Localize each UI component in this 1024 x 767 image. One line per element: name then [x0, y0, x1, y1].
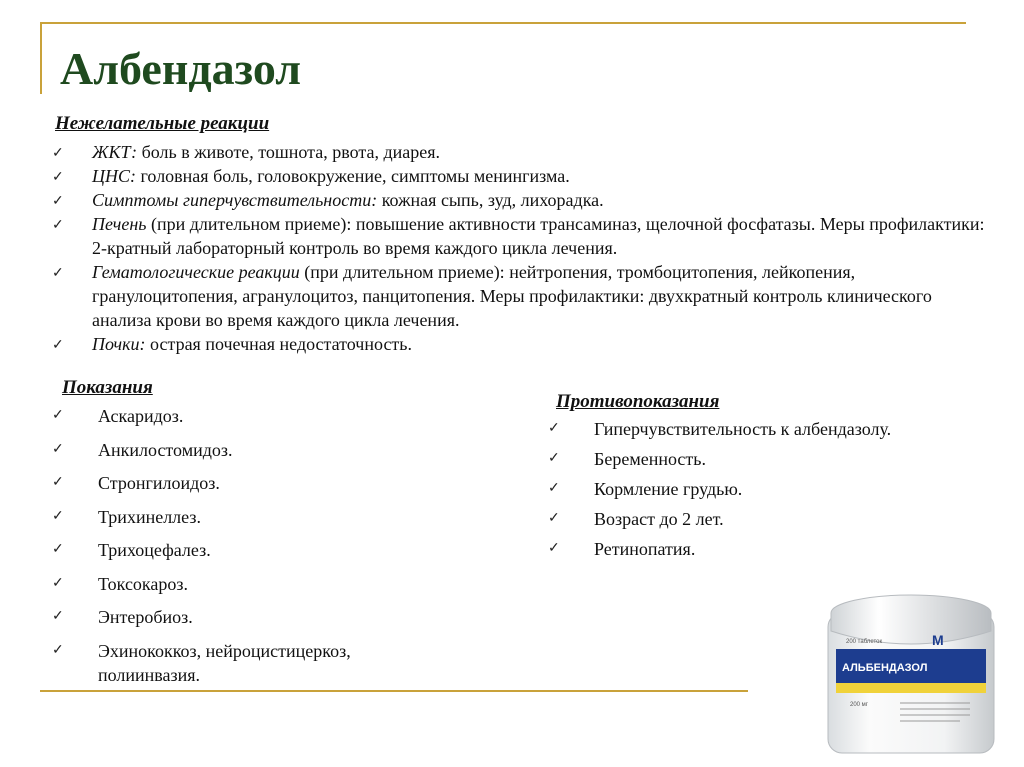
check-icon: ✓ — [548, 511, 560, 526]
item-text: Ретинопатия. — [594, 539, 696, 559]
item-text: Кормление грудью. — [594, 479, 743, 499]
check-icon: ✓ — [548, 421, 560, 436]
item-label: Симптомы гиперчувствительности: — [92, 190, 378, 210]
item-text: Энтеробиоз. — [98, 607, 193, 627]
list-item — [548, 447, 978, 471]
contraindications-list — [548, 417, 978, 567]
list-item — [52, 471, 452, 495]
list-item — [548, 507, 978, 531]
item-text: кожная сыпь, зуд, лихорадка. — [377, 190, 604, 210]
jar-count: 200 таблеток — [846, 639, 883, 645]
list-item — [548, 417, 978, 441]
item-text: Трихинеллез. — [98, 506, 201, 527]
check-icon: ✓ — [52, 194, 64, 209]
check-icon: ✓ — [548, 481, 560, 496]
check-icon: ✓ — [52, 146, 64, 161]
check-icon: ✓ — [52, 508, 64, 524]
list-item — [52, 164, 992, 188]
check-icon: ✓ — [52, 170, 64, 185]
item-text: боль в животе, тошнота, рвота, диарея. — [137, 142, 441, 162]
item-text: Токсокароз. — [98, 573, 188, 594]
item-text: острая почечная недостаточность. — [145, 334, 413, 354]
check-icon: ✓ — [548, 541, 560, 556]
page-title: Албендазол — [60, 43, 302, 94]
medicine-jar-image — [820, 583, 1002, 759]
check-icon: ✓ — [548, 451, 560, 466]
item-label: Печень — [92, 214, 147, 234]
list-item — [548, 537, 978, 561]
item-text: Аскаридоз. — [98, 406, 184, 426]
item-text: (при длительном приеме): нейтропения, тромбоцитопения, лейкопения, гранулоцитопения, агранулоцитоз, панцитопения. Меры профилактики: двухкратный контроль клинического анализа крови во время каждого цикла лечения. — [92, 262, 932, 330]
item-text: Гиперчувствительность к албендазолу. — [594, 419, 892, 439]
reactions-list — [52, 140, 992, 356]
list-item — [52, 188, 992, 212]
list-item — [52, 605, 452, 629]
check-icon: ✓ — [52, 408, 64, 423]
decorative-top-rule — [40, 22, 966, 24]
check-icon: ✓ — [52, 441, 64, 457]
list-item — [52, 332, 992, 356]
contraindications-heading: Противопоказания — [556, 391, 720, 412]
check-icon: ✓ — [52, 218, 64, 233]
list-item — [52, 140, 992, 164]
item-label: Почки: — [92, 334, 146, 354]
jar-logo: M — [932, 632, 944, 648]
item-text: Анкилостомидоз. — [98, 439, 233, 460]
indications-heading: Показания — [62, 377, 153, 398]
list-item — [52, 438, 452, 462]
check-icon: ✓ — [52, 266, 64, 281]
list-item — [52, 572, 452, 596]
list-item — [52, 505, 452, 529]
item-text: Трихоцефалез. — [98, 540, 211, 560]
list-item — [52, 212, 992, 260]
reactions-heading: Нежелательные реакции — [55, 113, 270, 134]
check-icon: ✓ — [52, 642, 64, 658]
jar-dose: 200 мг — [850, 702, 868, 708]
item-label: ЦНС: — [92, 166, 136, 186]
item-text: Эхинококкоз, нейроцистицеркоз, полиинвазия. — [98, 640, 351, 685]
item-text: Беременность. — [594, 449, 706, 469]
item-label: Гематологические реакции — [92, 262, 300, 282]
jar-brand: АЛЬБЕНДАЗОЛ — [842, 662, 928, 674]
check-icon: ✓ — [52, 609, 64, 624]
item-text: Стронгилоидоз. — [98, 473, 220, 493]
list-item — [52, 639, 452, 687]
check-icon: ✓ — [52, 575, 64, 591]
check-icon: ✓ — [52, 475, 64, 490]
check-icon: ✓ — [52, 542, 64, 557]
list-item — [548, 477, 978, 501]
item-label: ЖКТ: — [92, 142, 138, 162]
decorative-vertical-rule — [40, 22, 42, 94]
list-item — [52, 260, 992, 332]
item-text: (при длительном приеме): повышение активности трансаминаз, щелочной фосфатазы. Меры профилактики: 2-кратный лабораторный контроль во время каждого цикла лечения. — [92, 214, 985, 258]
indications-list — [52, 404, 452, 696]
list-item — [52, 404, 452, 428]
check-icon: ✓ — [52, 338, 64, 353]
item-text: головная боль, головокружение, симптомы менингизма. — [136, 166, 570, 186]
list-item — [52, 538, 452, 562]
item-text: Возраст до 2 лет. — [594, 509, 724, 529]
